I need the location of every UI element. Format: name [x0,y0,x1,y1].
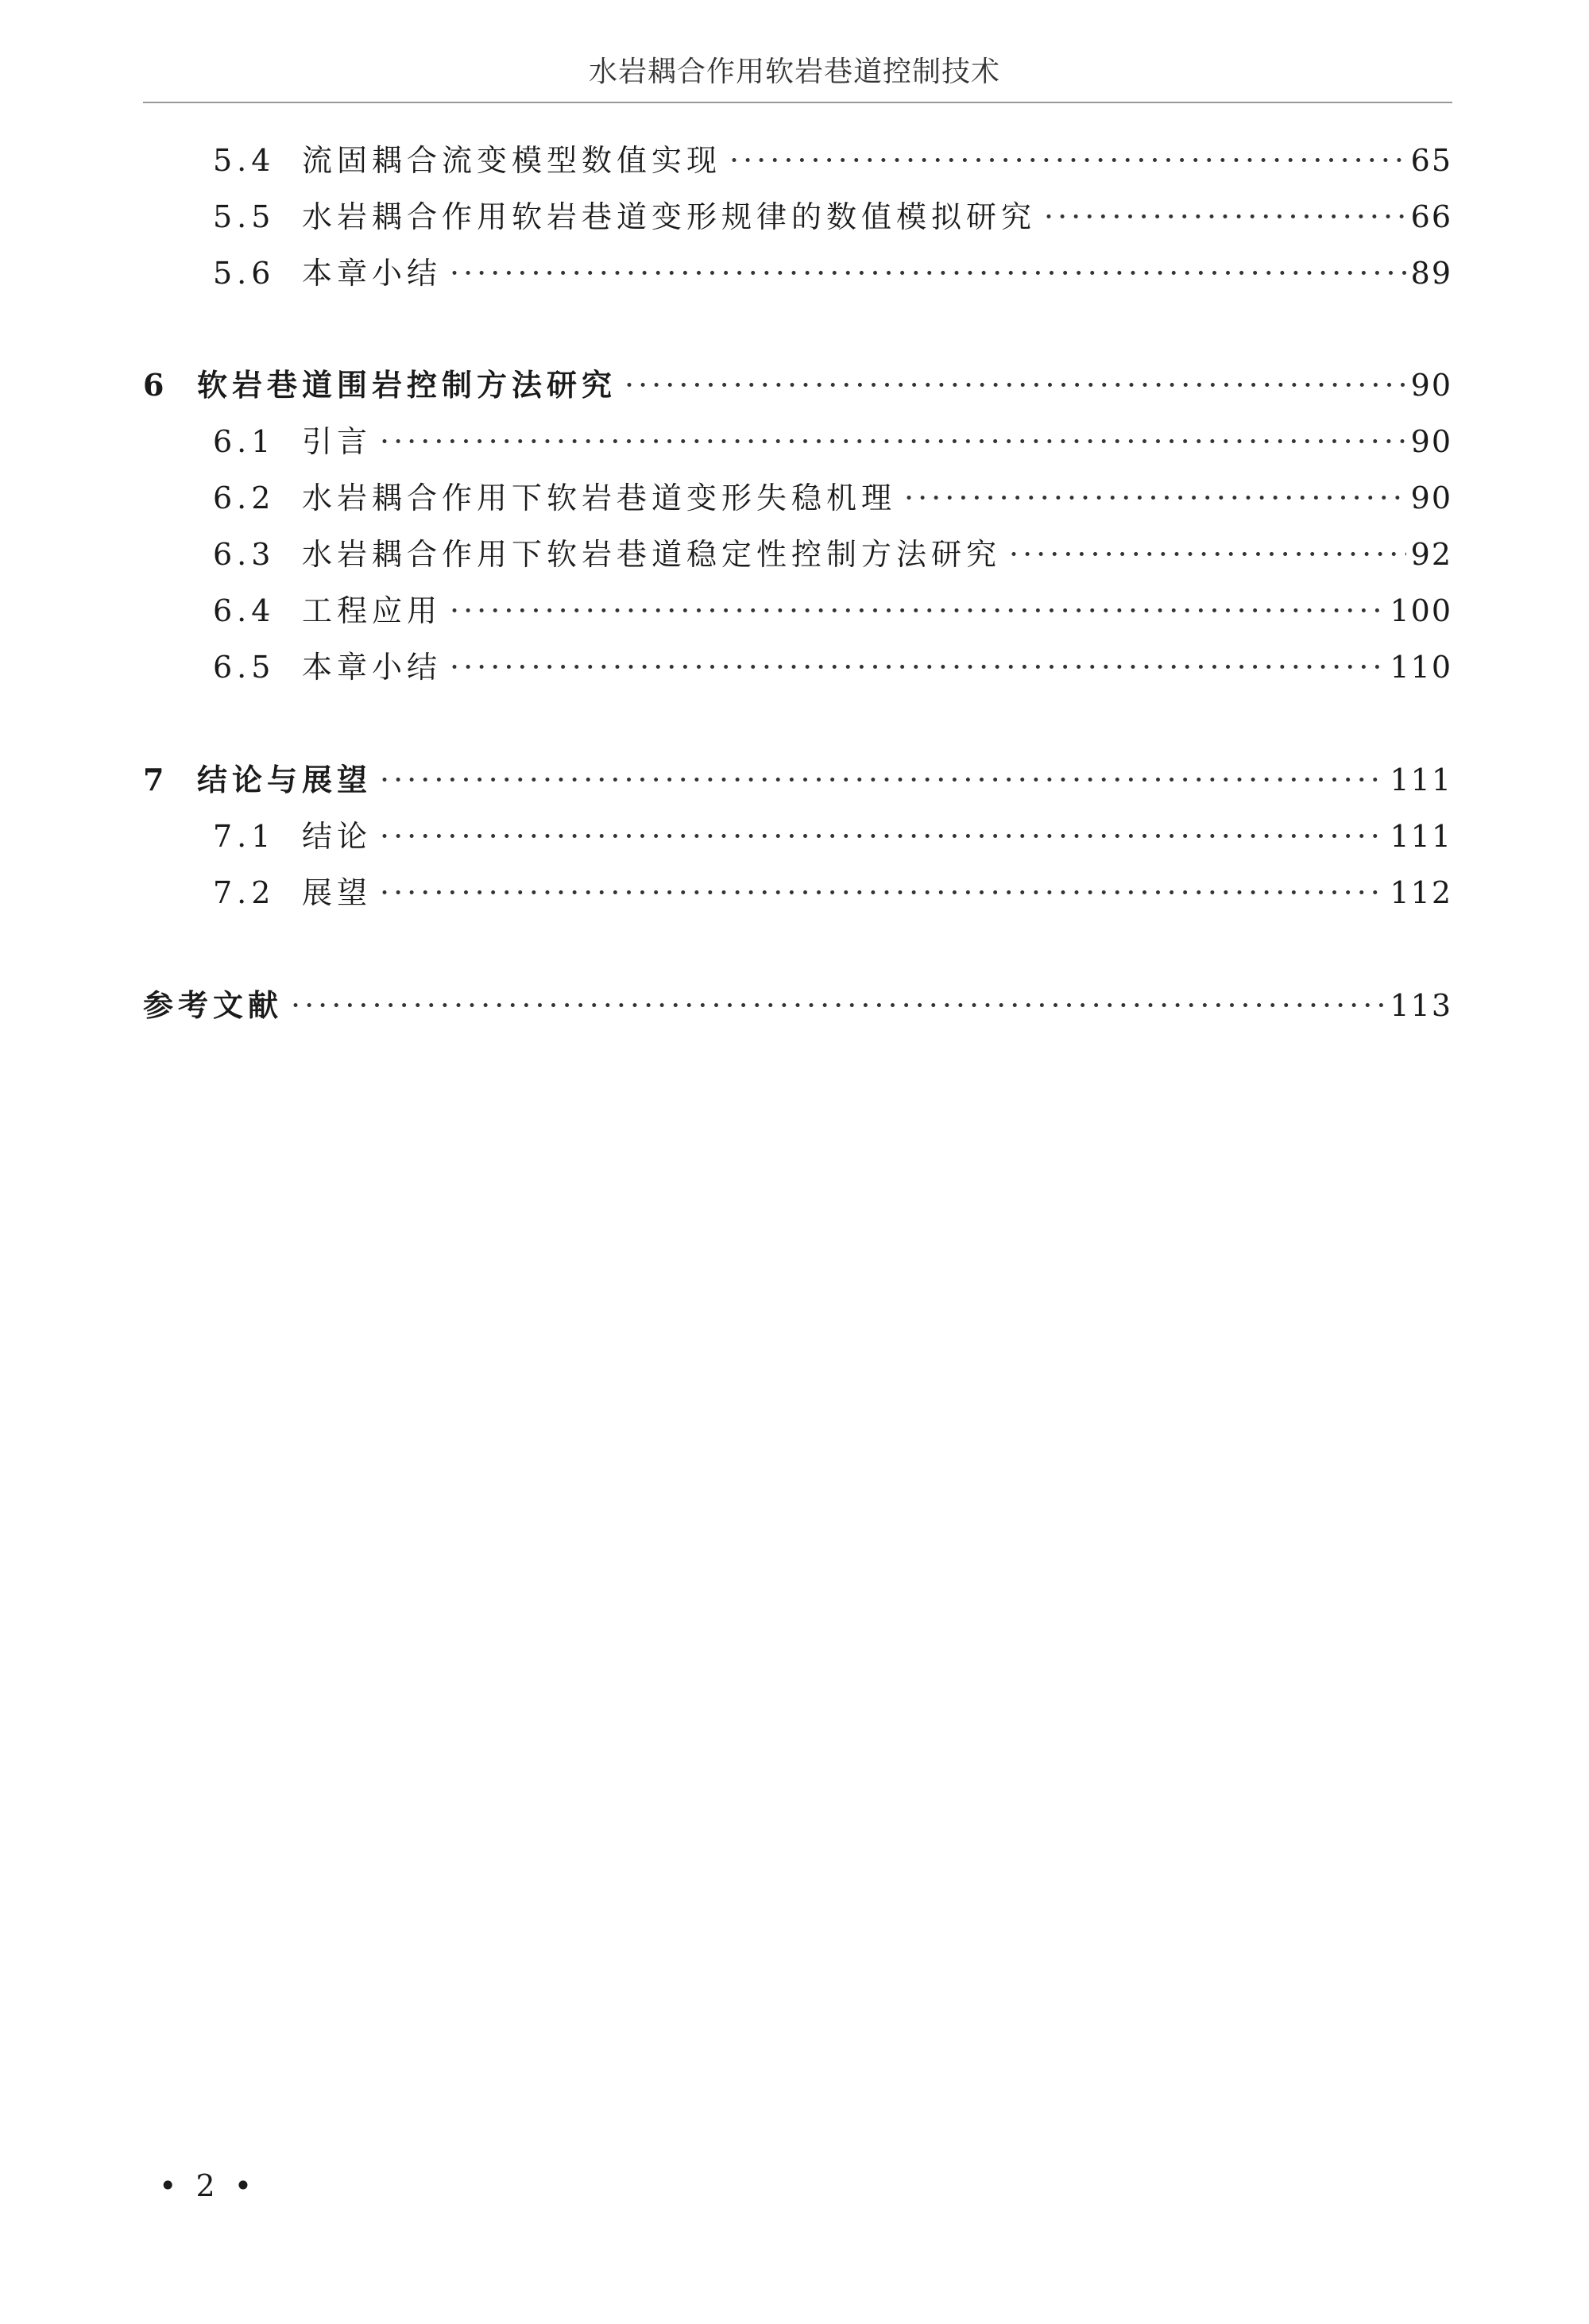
toc-entry-page: 111 [1390,762,1452,797]
toc-entry-title: 水岩耦合作用下软岩巷道稳定性控制方法研究 [302,537,1002,572]
toc-leader-dots [380,756,1385,804]
toc-entry-page: 113 [1390,988,1452,1023]
toc-entry-6-2[interactable] [213,474,1452,522]
toc-leader-dots [1044,193,1406,241]
toc-entry-page: 111 [1390,819,1452,854]
toc-chapter-number: 6 [143,367,169,403]
toc-entry-5-6[interactable] [213,249,1452,297]
toc-references[interactable] [143,982,1452,1029]
toc-entry-page: 112 [1390,875,1452,910]
toc-entry-title: 展望 [302,875,373,910]
toc-leader-dots [904,474,1406,522]
toc-chapter-title: 结论与展望 [197,762,373,797]
toc-chapter-7[interactable] [143,756,1452,804]
toc-entry-page: 90 [1410,368,1452,403]
toc-entry-page: 90 [1410,424,1452,459]
toc-entry-5-4[interactable] [213,137,1452,184]
toc-leader-dots [450,249,1406,297]
page-number: • 2 • [159,2168,257,2203]
toc-entry-title: 水岩耦合作用下软岩巷道变形失稳机理 [302,481,897,515]
toc-entry-page: 65 [1410,143,1452,178]
toc-entry-title: 本章小结 [302,256,443,291]
toc-entry-7-1[interactable] [213,813,1452,860]
toc-leader-dots [450,643,1385,691]
toc-entry-page: 92 [1410,537,1452,572]
toc-entry-number: 7.1 [213,819,276,854]
toc-chapter-title: 软岩巷道围岩控制方法研究 [197,367,617,403]
toc-leader-dots [380,418,1406,465]
toc-entry-title: 结论 [302,819,373,854]
toc-entry-page: 66 [1410,199,1452,234]
toc-entry-title: 工程应用 [302,593,443,628]
toc-chapter-number: 7 [143,762,169,797]
toc-entry-title: 引言 [302,424,373,459]
toc-entry-number: 5.4 [213,143,276,178]
toc-entry-number: 6.1 [213,424,276,459]
toc-leader-dots [450,587,1385,635]
toc-entry-number: 6.5 [213,650,276,685]
toc-entry-title: 水岩耦合作用软岩巷道变形规律的数值模拟研究 [302,199,1037,234]
toc-entry-page: 90 [1410,481,1452,515]
header-rule [143,102,1452,103]
toc-entry-number: 6.4 [213,593,276,628]
toc-leader-dots [380,813,1385,860]
toc-entry-number: 5.6 [213,256,276,291]
toc-leader-dots [380,869,1385,917]
toc-entry-page: 89 [1410,256,1452,291]
toc-leader-dots [624,361,1406,409]
toc-entry-number: 7.2 [213,875,276,910]
toc-entry-number: 5.5 [213,199,276,234]
toc-chapter-6[interactable] [143,361,1452,409]
toc-entry-page: 110 [1390,650,1452,685]
toc-leader-dots [729,137,1406,184]
toc-entry-number: 6.2 [213,481,276,515]
toc-entry-6-4[interactable] [213,587,1452,635]
toc-entry-6-1[interactable] [213,418,1452,465]
toc-entry-7-2[interactable] [213,869,1452,917]
toc-leader-dots [1009,531,1406,578]
toc-entry-number: 6.3 [213,537,276,572]
toc-entry-title: 流固耦合流变模型数值实现 [302,143,722,178]
toc-entry-6-5[interactable] [213,643,1452,691]
toc-entry-title: 本章小结 [302,650,443,685]
toc-entry-6-3[interactable] [213,531,1452,578]
running-header: 水岩耦合作用软岩巷道控制技术 [588,56,1000,88]
toc-entry-page: 100 [1390,593,1452,628]
toc-leader-dots [291,982,1385,1029]
toc-chapter-title: 参考文献 [143,987,284,1023]
toc-entry-5-5[interactable] [213,193,1452,241]
